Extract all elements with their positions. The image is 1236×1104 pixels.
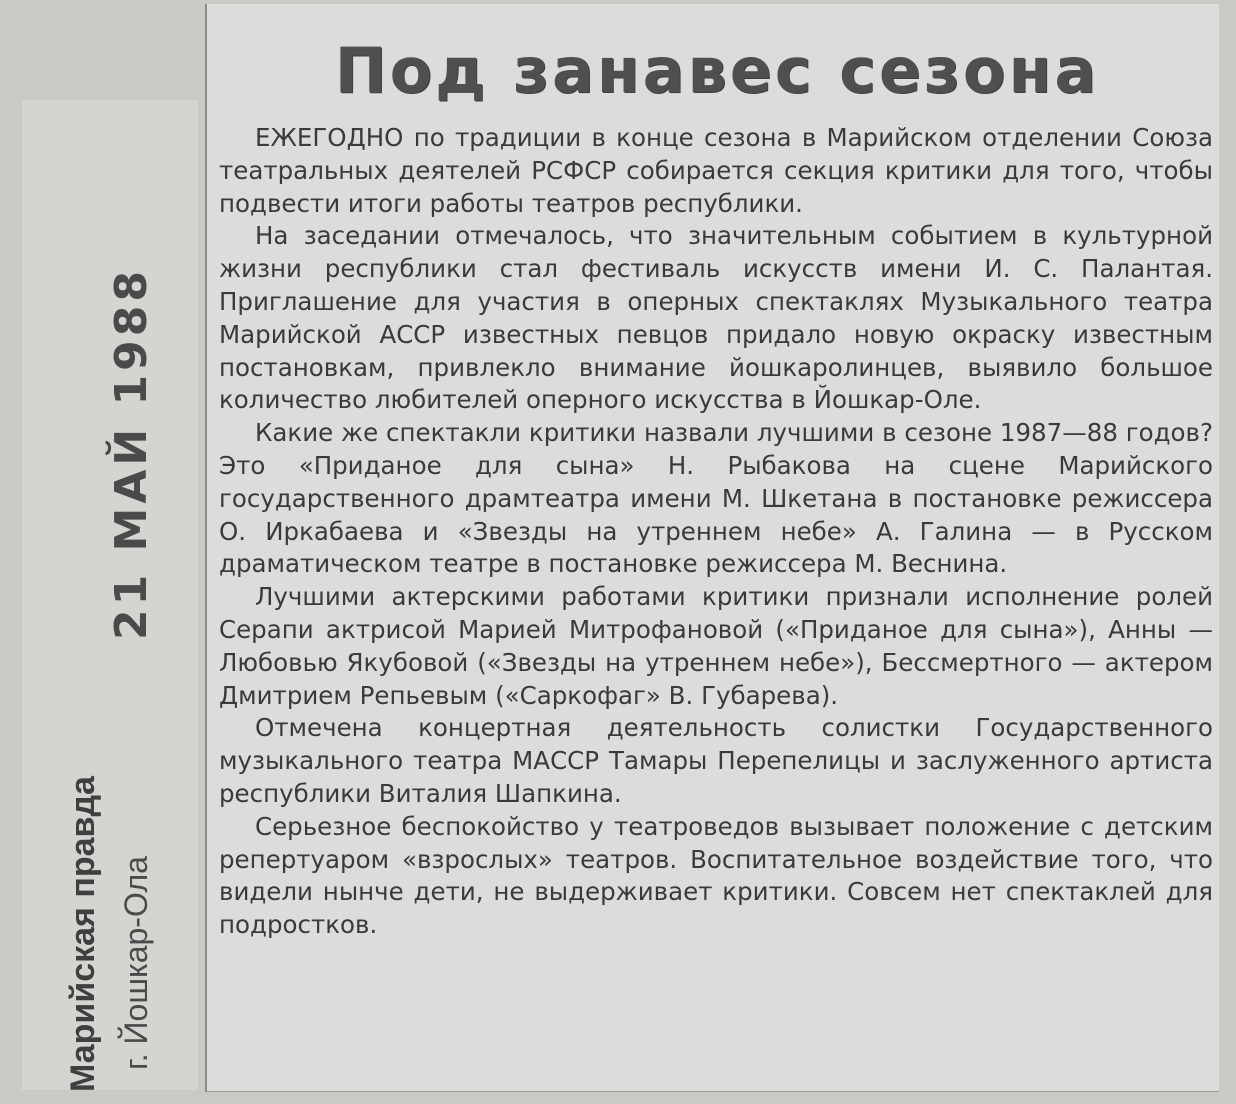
article-paragraph: Лучшими актерскими работами критики признали исполнение ролей Серапи актрисой Марией Митрофановой («Приданое для сына»), Анны — Любовью Якубовой («Звезды на утреннем небе»), Бессмертного — актером Дмитрием Репьевым («Саркофаг» В. Губарева).: [219, 582, 1213, 710]
stamp-city: г. Йошкар-Ола: [118, 856, 154, 1070]
stamp-date: 21 МАЙ 1988: [106, 267, 157, 640]
article-paragraph: На заседании отмечалось, что значительным событием в культурной жизни республики стал фестиваль искусств имени И. С. Палантая. Приглашение для участия в оперных спектаклях Музыкального театра Марийской АССР известных певцов придало новую окраску известным постановкам, привлекло внимание йошкаролинцев, выявило большое количество любителей оперного искусства в Йошкар-Оле.: [219, 221, 1213, 415]
article-paragraph: Какие же спектакли критики назвали лучшими в сезоне 1987—88 годов? Это «Приданое для сына» Н. Рыбакова на сцене Марийского государственного драмтеатра имени М. Шкетана в постановке режиссера О. Иркабаева и «Звезды на утреннем небе» А. Галина — в Русском драматическом театре в постановке режиссера М. Веснина.: [219, 418, 1213, 579]
archive-stamp: [22, 100, 198, 1090]
article-headline: Под занавес сезона: [334, 34, 1100, 107]
newspaper-clipping: [205, 4, 1219, 1092]
article-paragraph: Серьезное беспокойство у театроведов вызывает положение с детским репертуаром «взрослых» театров. Воспитательное воздействие того, что видели нынче дети, не выдерживает критики. Совсем нет спектаклей для подростков.: [219, 811, 1213, 940]
article-body: [219, 122, 1213, 942]
archive-stamp-strip: [22, 100, 198, 1090]
article-paragraph: ЕЖЕГОДНО по традиции в конце сезона в Марийском отделении Союза театральных деятелей РСФСР собирается секция критики для того, чтобы подвести итоги работы театров республики.: [219, 123, 1213, 218]
stamp-newspaper-name: Марийская правда: [64, 776, 102, 1092]
article-paragraph: Отмечена концертная деятельность солистки Государственного музыкального театра МАССР Тамары Перепелицы и заслуженного артиста республики Виталия Шапкина.: [219, 713, 1213, 808]
clipping-bottom-edge: [207, 1091, 1219, 1092]
